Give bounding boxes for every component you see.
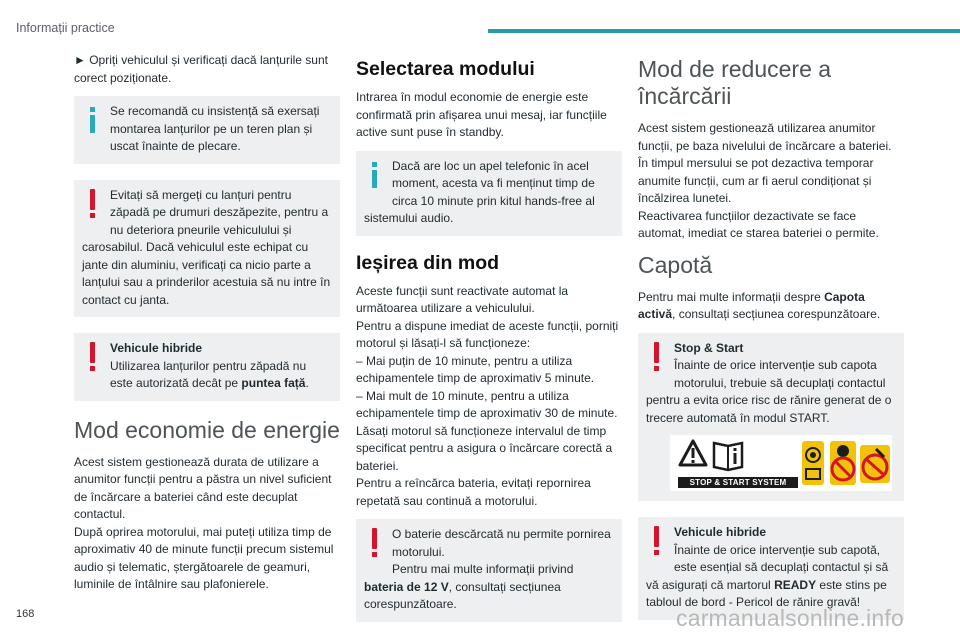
paragraph-exit: Aceste funcții sunt reactivate automat la următoarea utilizare a vehiculului. Pentru a dispune imediat de aceste funcții, porniți motorul și lăsați-l să funcționeze: – Mai puțin de 10 minute, pentru a utiliza echipamentele timp de aproximativ 5 minute. – Mai mult de 10 minute, pentru a utiliza echipamentele timp de aproximativ 30 de minute. Lăsați motorul să funcționeze intervalul de timp specificat pentru a asigura o încărcare corectă a bateriei. Pentru a reîncărca bateria, evitați repornirea repetată sau continuă a motorului. [356,283,619,508]
watermark: carmanualsonline.info [676,605,904,631]
column-1 [74,52,340,603]
header-accent-bar [488,29,960,33]
heading-load-reduction: Mod de reducere a încărcării [638,56,832,109]
warning-note-hybrid-chains: Vehicule hibride Utilizarea lanțurilor pentru zăpadă nu este autorizată decât pe puntea față. [74,333,340,401]
warning-icon [82,340,106,376]
info-icon [364,158,388,194]
heading-select-mode: Selectarea modului [356,58,535,80]
warning-icon [364,526,388,562]
paragraph-bonnet: Pentru mai multe informații despre Capota activă, consultați secțiunea corespunzătoare. [638,289,881,321]
page-number: 168 [16,608,35,620]
stop-start-warning-label-image [670,435,892,491]
stop-start-system-label: STOP & START SYSTEM [678,477,798,488]
info-icon [82,103,106,139]
warning-icon [646,524,670,560]
info-note-phone-call: Dacă are loc un apel telefonic în acel moment, acesta va fi menținut timp de circa 10 minute prin kitul hands-free al sistemului audio. [356,151,622,236]
paragraph-eco-1: Acest sistem gestionează durata de utilizare a anumitor funcții pentru a păstra un nivel suficient de încărcare a bateriei când este decuplat contactul. [74,454,332,521]
warning-note-chains: Evitați să mergeți cu lanțuri pentru zăpadă pe drumuri deszăpezite, pentru a nu deteriora pneurile vehiculului și carosabilul. Dacă vehiculul este echipat cu jante din aluminiu, verificați ca nicio parte a lanțului sau a prinderilor acestuia să nu intre în contact cu janta. [74,180,340,318]
paragraph-select: Intrarea în modul economie de energie este confirmată prin afișarea unui mesaj, iar funcțiile active sunt puse în standby. [356,90,607,139]
warning-icon [646,340,670,376]
paragraph-check-chains: ► Opriți vehiculul și verificați dacă lanțurile sunt corect poziționate. [74,53,328,85]
paragraph-eco-2: După oprirea motorului, mai puteți utiliza timp de aproximativ 40 de minute funcții precum sistemul audio și telematic, ștergătoarele de geamuri, luminile de întâlnire sau plafonierele. [74,524,334,591]
column-3 [638,52,904,636]
heading-eco-mode: Mod economie de energie [74,416,340,443]
column-2 [356,52,622,638]
warning-note-battery: O baterie descărcată nu permite pornirea motorului. Pentru mai multe informații privind bateria de 12 V, consultați secțiunea corespunzătoare. [356,519,622,622]
heading-bonnet: Capotă [638,251,713,278]
running-header: Informații practice [16,21,115,35]
paragraph-load-reduction: Acest sistem gestionează utilizarea anumitor funcții, pe baza nivelului de încărcare a bateriei. În timpul mersului se pot dezactiva temporar anumite funcții, cum ar fi aerul condiționat și încălzirea lunetei. Reactivarea funcțiilor dezactivate se face automat, imediat ce starea bateriei o permite. [638,121,892,240]
warning-icon [82,187,106,223]
heading-exit-mode: Ieșirea din mod [356,251,500,274]
info-note-practice: Se recomandă cu insistență să exersați montarea lanțurilor pe un teren plan și uscat înainte de plecare. [74,96,340,164]
warning-note-hybrid-bonnet: Vehicule hibride Înainte de orice intervenție sub capotă, este esențial să decuplați contactul și să vă asigurați că martorul READY este stins pe tabloul de bord - Pericol de rănire gravă! [638,517,904,620]
warning-note-stop-start: Stop & Start Înainte de orice intervenție sub capota motorului, trebuie să decuplați contactul pentru a evita orice risc de rănire generat de o trecere automată în modul START. STOP & START SYSTEM [638,333,904,502]
